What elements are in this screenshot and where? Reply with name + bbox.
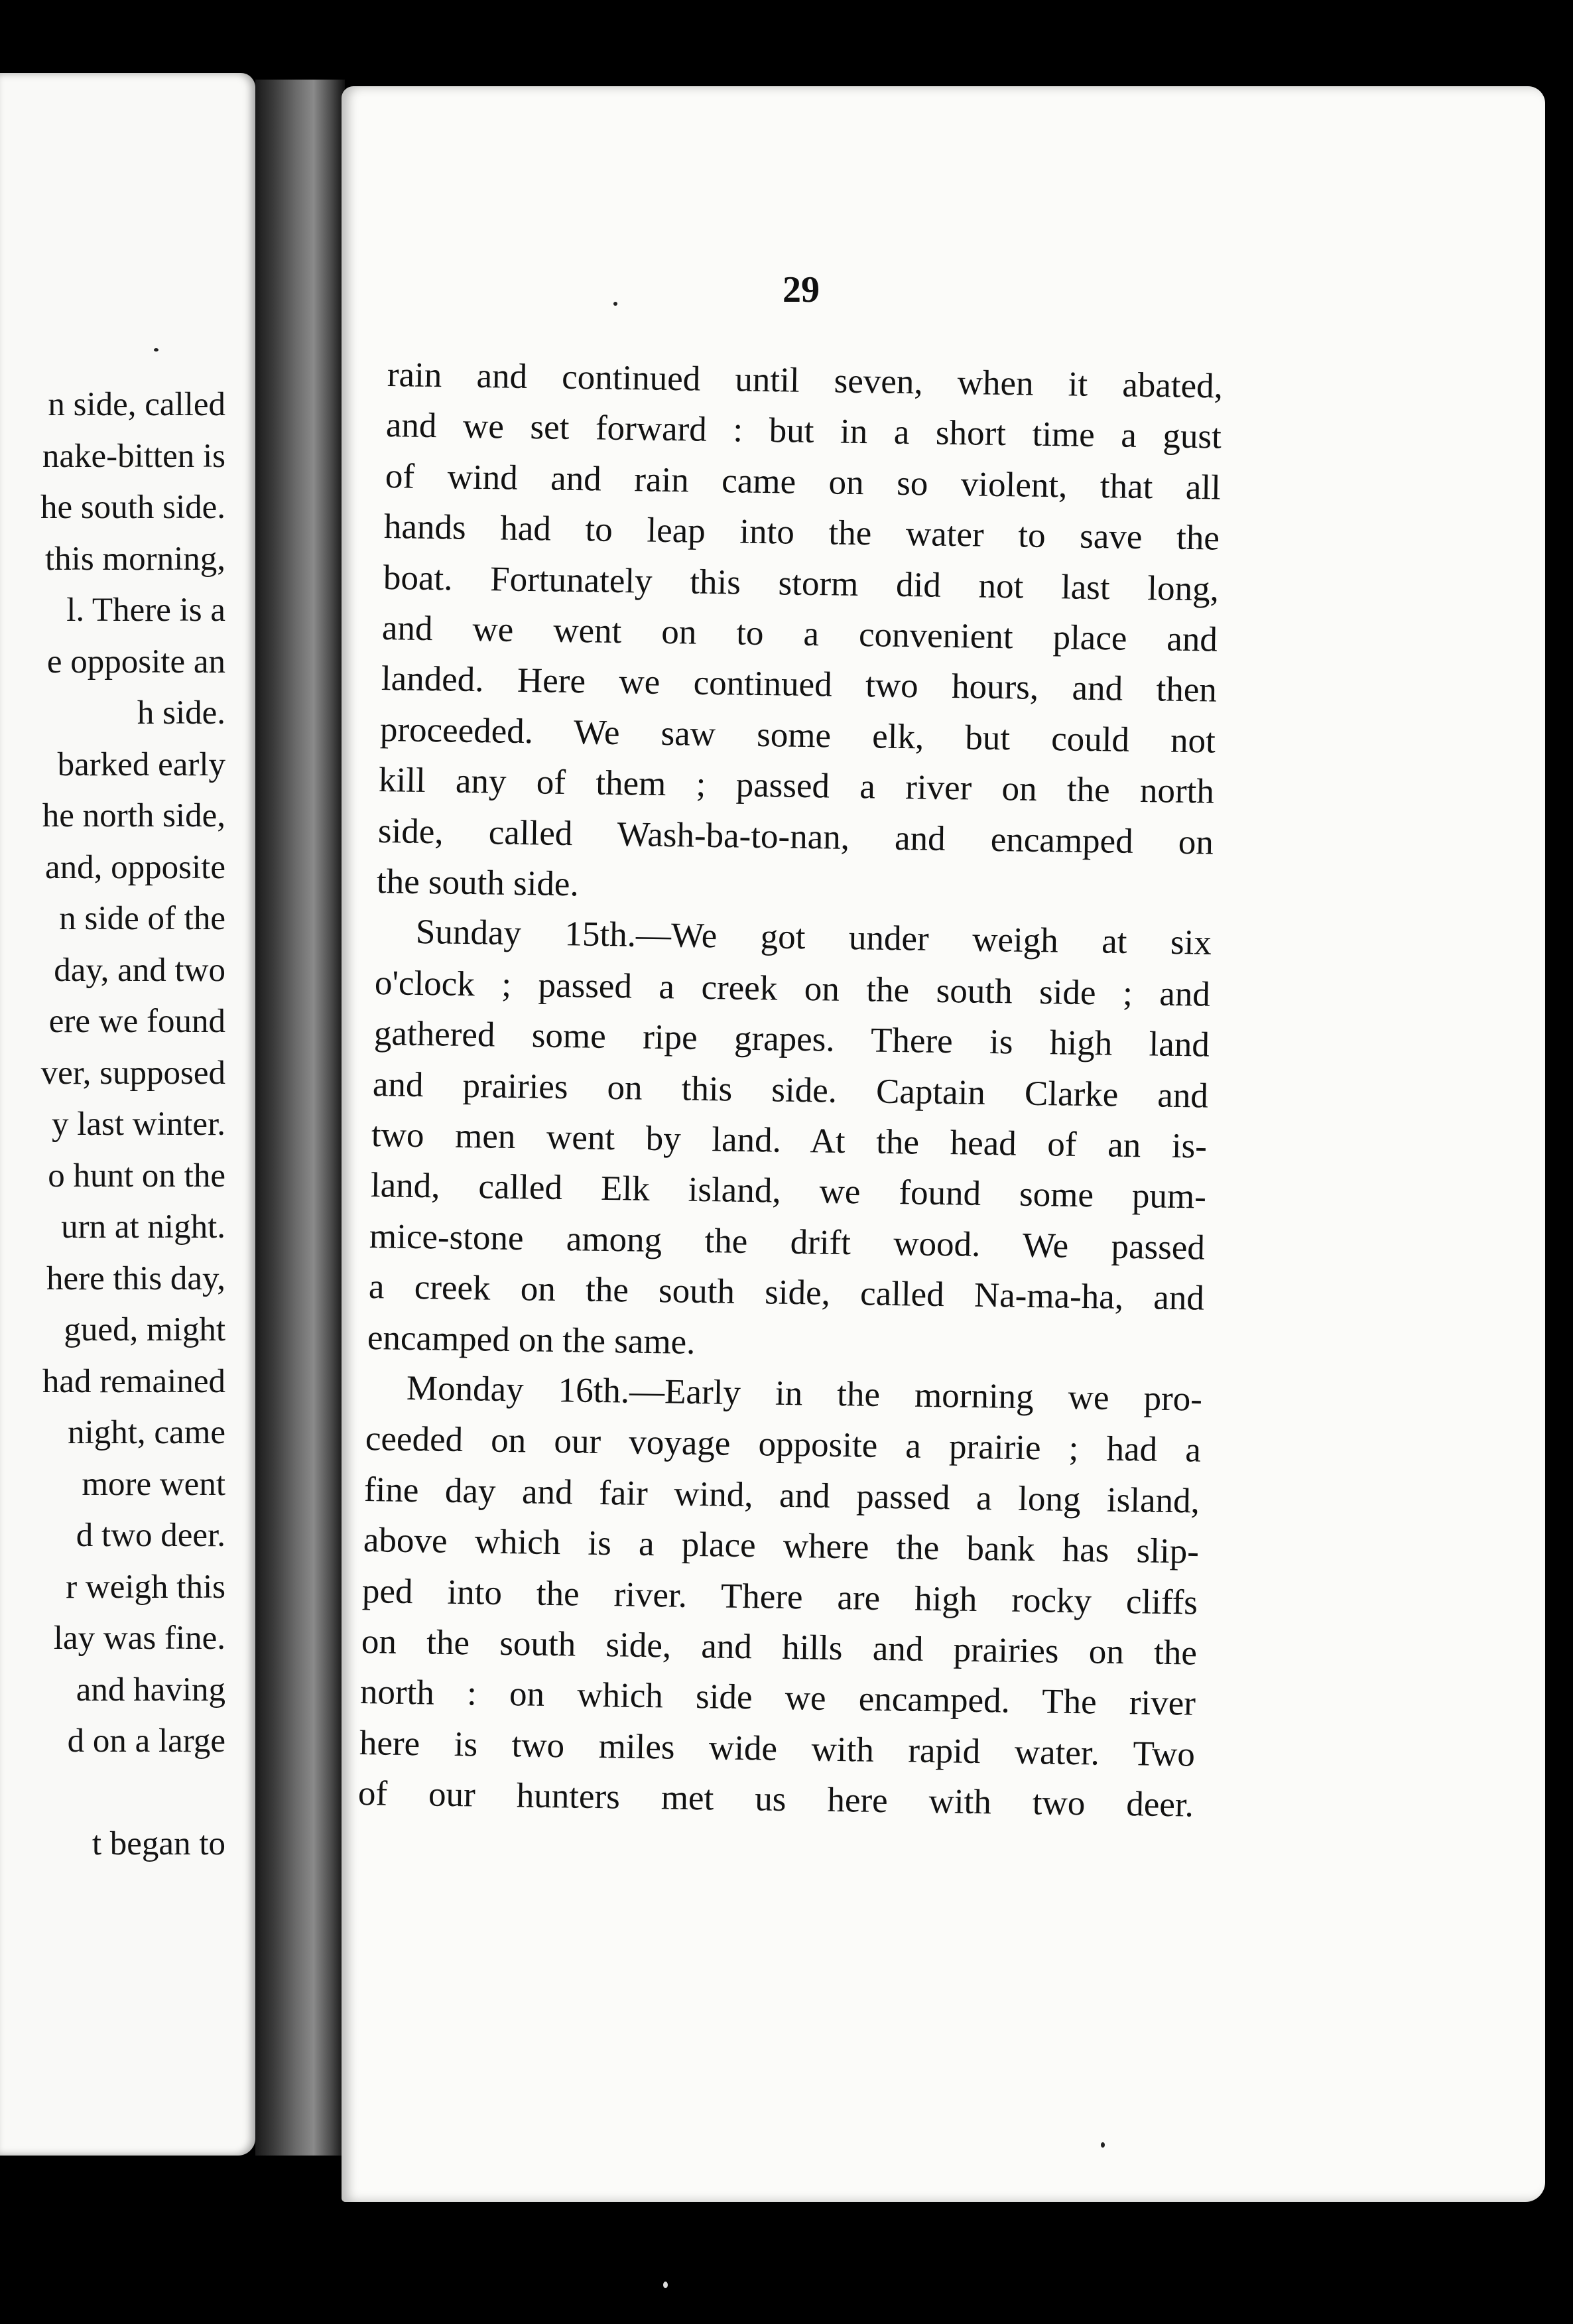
left-page-line: o hunt on the — [48, 1157, 225, 1194]
right-page-line: land, called Elk island, we found some pum- — [370, 1166, 1207, 1216]
right-page-line: side, called Wash-ba-to-nan, and encamped on — [377, 811, 1214, 862]
right-page-line: two men went by land. At the head of an is- — [371, 1116, 1208, 1166]
left-page-line: barked early — [57, 745, 225, 783]
left-page-line: lay was fine. — [53, 1620, 225, 1657]
ink-speck — [1101, 2142, 1105, 2148]
right-page-line: rain and continued until seven, when it abated, — [387, 355, 1224, 406]
right-page-line: and we went on to a convenient place and — [381, 609, 1218, 659]
left-page-line: gued, might — [64, 1311, 225, 1348]
left-page-line: this morning, — [44, 540, 225, 578]
right-page-line: and we set forward : but in a short time a gust — [386, 406, 1222, 456]
right-page-line: on the south side, and hills and prairies on the — [361, 1622, 1197, 1673]
left-page-line: e opposite an — [46, 643, 225, 680]
right-page-line: o'clock ; passed a creek on the south side ; and — [374, 963, 1211, 1014]
right-page-line: and prairies on this side. Captain Clarke and — [372, 1065, 1209, 1116]
right-page-line: ceeded on our voyage opposite a prairie ; had a — [365, 1419, 1202, 1470]
left-page-line: he south side. — [40, 489, 225, 526]
left-page-line: d on a large — [67, 1722, 225, 1760]
right-page-line: fine day and fair wind, and passed a long island, — [364, 1470, 1200, 1521]
right-page-line: boat. Fortunately this storm did not last long, — [383, 558, 1219, 609]
right-page-line: mice-stone among the drift wood. We passed — [369, 1216, 1206, 1267]
left-page-line: more went — [82, 1465, 225, 1503]
left-page-line: h side. — [137, 694, 225, 732]
left-page-line: had remained — [42, 1362, 225, 1400]
right-page-line: here is two miles wide with rapid water. Two — [359, 1723, 1195, 1774]
ink-speck — [663, 2282, 668, 2288]
left-page-line: night, came — [68, 1414, 225, 1451]
right-page-line: Monday 16th.—Early in the morning we pro- — [406, 1369, 1202, 1419]
left-page — [0, 73, 255, 2156]
right-page-line: of wind and rain came on so violent, that all — [385, 456, 1222, 507]
left-page-line: and, opposite — [45, 848, 225, 886]
right-page-line: kill any of them ; passed a river on the north — [379, 761, 1215, 811]
right-page — [342, 86, 1545, 2202]
left-page-line: ere we found — [48, 1003, 225, 1040]
page-number: 29 — [783, 269, 820, 310]
left-page-line: ver, supposed — [40, 1054, 225, 1092]
right-page-line: of our hunters met us here with two deer. — [357, 1774, 1194, 1825]
right-page-line: north : on which side we encamped. The river — [359, 1673, 1196, 1723]
right-page-line: above which is a place where the bank has slip- — [363, 1521, 1200, 1571]
ink-speck — [154, 348, 158, 352]
left-page-line: nake-bitten is — [42, 437, 225, 475]
right-page-line: the south side. — [376, 862, 580, 904]
left-page-line: day, and two — [54, 951, 225, 989]
left-page-line: r weigh this — [66, 1568, 225, 1606]
left-page-line: here this day, — [46, 1259, 225, 1297]
right-page-line: proceeded. We saw some elk, but could not — [379, 710, 1216, 761]
left-page-line: n side, called — [48, 386, 225, 423]
right-page-line: gathered some ripe grapes. There is high land — [373, 1014, 1210, 1065]
left-page-line: t began to — [92, 1825, 225, 1862]
left-page-line: n side of the — [59, 900, 225, 937]
right-page-line: Sunday 15th.—We got under weigh at six — [415, 913, 1212, 963]
left-page-line: and having — [76, 1671, 225, 1709]
left-page-line: l. There is a — [66, 592, 225, 629]
right-page-line: encamped on the same. — [367, 1318, 696, 1362]
right-page-line: hands had to leap into the water to save the — [383, 507, 1220, 558]
left-page-line: he north side, — [42, 797, 225, 834]
ink-speck — [613, 302, 617, 306]
book-gutter — [255, 80, 345, 2156]
right-page-line: a creek on the south side, called Na-ma-ha, and — [368, 1267, 1204, 1318]
left-page-line: d two deer. — [76, 1517, 225, 1554]
left-page-line: y last winter. — [51, 1106, 225, 1143]
left-page-line: urn at night. — [61, 1208, 225, 1246]
right-page-line: landed. Here we continued two hours, and then — [381, 659, 1217, 710]
right-page-line: ped into the river. There are high rocky cliffs — [361, 1571, 1198, 1622]
